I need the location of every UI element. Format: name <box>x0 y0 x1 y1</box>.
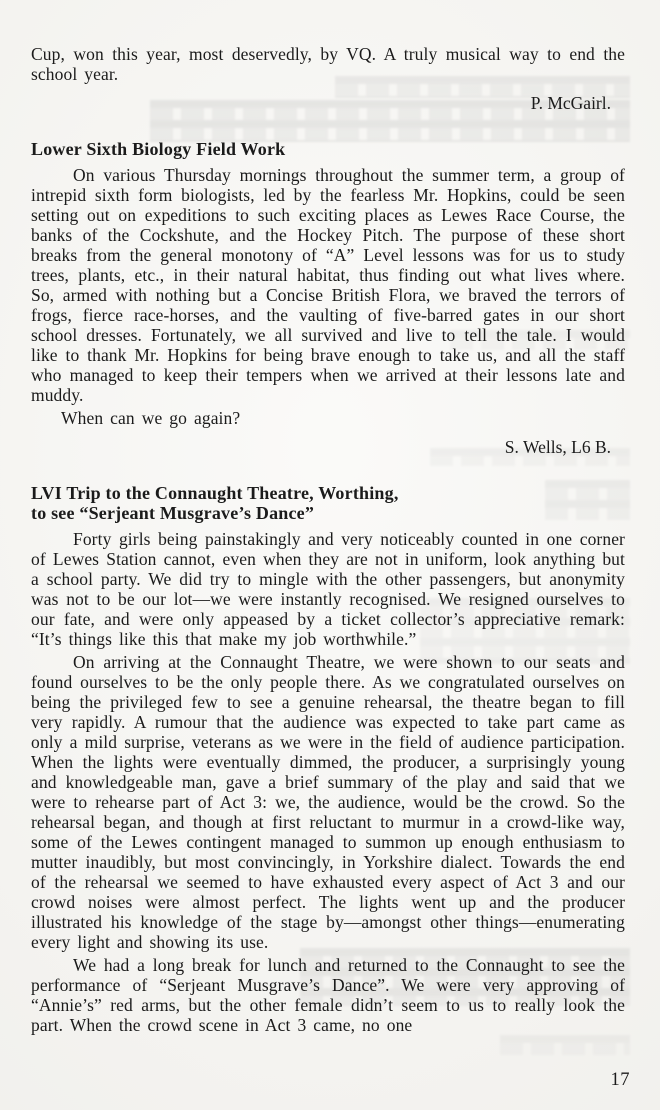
bleed-through-ghost <box>500 1035 630 1055</box>
paragraph-theatre-forty-girls: Forty girls being painstakingly and very noticeably counted in one corner of Lewes Station cannot, even when they are not in uniform, look anything but a school party. We did try to mingle with the other passengers, but anonymity was not to be our lot—we were instantly recognised. We resigned ourselves to our fate, and were only appeased by a ticket collector’s appreciative remark: “It’s things like this that make my job worthwhile.” <box>31 528 625 649</box>
signature-wells: S. Wells, L6 B. <box>504 436 611 457</box>
paragraph-theatre-performance: We had a long break for lunch and returned to the Connaught to see the performance of “Serjeant Musgrave’s Dance”. We were very approving of “Annie’s” red arms, but the other female didn’t seem to us to really look the part. When the crowd scene in Act 3 came, no one <box>31 954 625 1035</box>
page-number: 17 <box>610 1070 630 1090</box>
text-column <box>31 44 625 1035</box>
paragraph-biology-field-work: On various Thursday mornings throughout the summer term, a group of intrepid sixth form biologists, led by the fearless Mr. Hopkins, could be seen setting out on expeditions to such exciting places as Lewes Race Course, the banks of the Cockshute, and the Hockey Pitch. The purpose of these short breaks from the general monotony of “A” Level lessons was for us to study trees, plants, etc., in their natural habitat, thus finding out what lives where. So, armed with nothing but a Concise British Flora, we braved the terrors of frogs, fierce race-horses, and the vaulting of five-barred gates in our short school dresses. Fortunately, we all survived and live to tell the tale. I would like to thank Mr. Hopkins for being brave enough to take us, and all the staff who managed to keep their tempers when we arrived at their lessons late and muddy. <box>31 164 625 405</box>
heading-theatre-line1: LVI Trip to the Connaught Theatre, Worthing, <box>31 482 399 503</box>
heading-theatre-line2: to see “Serjeant Musgrave’s Dance” <box>31 503 315 523</box>
section-heading-theatre-trip <box>31 483 625 524</box>
paragraph-theatre-rehearsal: On arriving at the Connaught Theatre, we were shown to our seats and found ourselves to be the only people there. As we congratulated ourselves on being the privileged few to see a genuine rehearsal, the theatre began to fill very rapidly. A rumour that the audience was expected to take part came as only a mild surprise, veterans as we were in the field of audience participation. When the lights were eventually dimmed, the producer, a surprisingly young and knowledgeable man, gave a brief summary of the play and said that we were to rehearse part of Act 3: we, the audience, would be the crowd. So the rehearsal began, and though at first reluctant to murmur in a crowd-like way, some of the Lewes contingent managed to summon up enough enthusiasm to mutter inaudibly, but most convincingly, in Yorkshire dialect. Towards the end of the rehearsal we seemed to have exhausted every aspect of Act 3 and our crowd noises were almost perfect. The lights went up and the producer illustrated his knowledge of the stage by—amongst other things—enumerating every light and showing its use. <box>31 651 625 952</box>
section-heading-biology-field-work: Lower Sixth Biology Field Work <box>31 139 286 159</box>
paragraph-cup-continuation: Cup, won this year, most deservedly, by VQ. A truly musical way to end the school year. <box>31 44 625 84</box>
signature-mcgairl: P. McGairl. <box>530 93 611 113</box>
paragraph-go-again-question: When can we go again? <box>61 407 241 428</box>
